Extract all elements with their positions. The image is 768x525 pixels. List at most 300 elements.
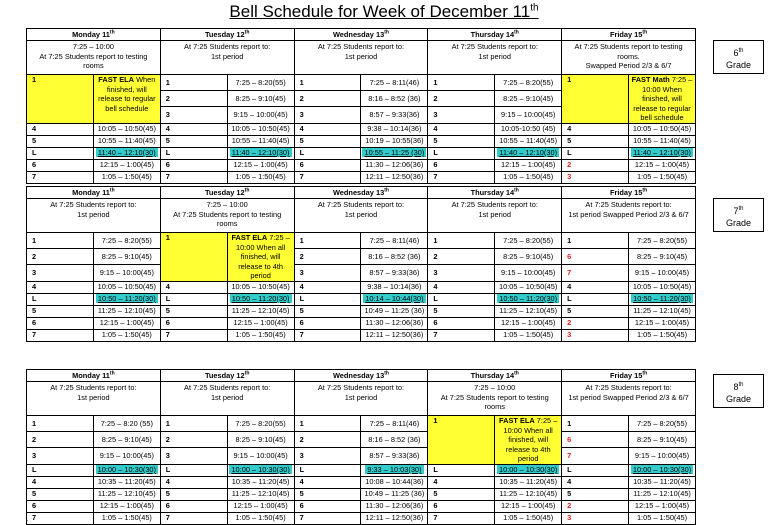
period-time: 7:25 – 8:20(55)	[93, 233, 160, 249]
period-number: 5	[562, 305, 629, 317]
period-time: 11:25 – 12:10(45)	[629, 305, 696, 317]
period-time: 7:25 – 8:20(55)	[495, 233, 562, 249]
schedule-table-grade-7	[26, 186, 696, 342]
period-time: 10:35 – 11:20(45)	[629, 476, 696, 488]
period-time: 12:15 – 1:00(45)	[227, 500, 294, 512]
period-time: 10:05 – 10:50(45)	[629, 281, 696, 293]
period-number: 4	[160, 281, 227, 293]
period-time: 1:05 – 1:50(45)	[93, 171, 160, 183]
report-info	[294, 382, 428, 416]
period-time	[361, 293, 428, 305]
day-header	[27, 187, 161, 199]
period-time: 9:15 – 10:00(45)	[495, 107, 562, 123]
period-number: 4	[27, 476, 94, 488]
period-number: 5	[294, 488, 361, 500]
grade-label-box	[713, 374, 764, 408]
period-number: 1	[562, 233, 629, 249]
period-time: 8:25 – 9:10(45)	[495, 249, 562, 265]
period-time: 8:25 – 9:10(45)	[93, 249, 160, 265]
period-time: 10:08 – 10:44(36)	[361, 476, 428, 488]
period-time: 10:49 – 11:25 (36)	[361, 305, 428, 317]
day-ordinal: th	[384, 29, 389, 36]
period-time	[93, 464, 160, 476]
period-number: 4	[294, 123, 361, 135]
day-header	[562, 29, 696, 41]
period-time	[495, 147, 562, 159]
period-time: 8:16 – 8:52 (36)	[361, 432, 428, 448]
period-number: 7	[160, 329, 227, 341]
period-time: 11:25 – 12:10(45)	[495, 488, 562, 500]
report-info-line: At 7:25 Students report to testing rooms.	[574, 42, 683, 61]
period-number: 5	[294, 305, 361, 317]
period-number: 1	[160, 416, 227, 432]
grade-label: Grade	[725, 60, 751, 70]
period-number: 1	[27, 75, 94, 124]
period-number: 5	[27, 305, 94, 317]
report-info	[428, 199, 562, 233]
report-info-line: 1st period	[210, 392, 244, 402]
day-name: Monday 11	[72, 29, 110, 39]
day-header	[294, 187, 428, 199]
period-number: 3	[428, 107, 495, 123]
period-number: 2	[160, 432, 227, 448]
period-time: 8:25 – 9:10(45)	[629, 249, 696, 265]
period-row	[27, 123, 696, 135]
report-info-line: At 7:25 Students report to testing rooms	[39, 51, 148, 70]
period-row	[27, 464, 696, 476]
lunch-time: 10:00 – 10:30(30)	[231, 465, 290, 474]
grade-number: 6	[733, 48, 739, 58]
period-row	[27, 512, 696, 524]
period-time: 9:15 – 10:00(45)	[93, 265, 160, 281]
lunch-time: 10:00 – 10:30(30)	[97, 465, 157, 474]
period-number: 2	[562, 159, 629, 171]
day-ordinal: th	[244, 370, 250, 377]
period-time: 10:35 – 11:20(45)	[227, 476, 294, 488]
period-time: 12:15 – 1:00(45)	[227, 159, 294, 171]
period-number: 7	[27, 512, 94, 524]
period-time: 10:55 – 11:40(45)	[93, 135, 160, 147]
report-info-line: 1st period	[77, 209, 110, 219]
report-info-row	[27, 382, 696, 416]
day-ordinal: th	[109, 29, 115, 36]
day-header	[294, 29, 428, 41]
period-time: 9:15 – 10:00(45)	[227, 107, 294, 123]
period-time: 11:25 – 12:10(45)	[227, 488, 294, 500]
period-time: 11:25 – 12:10(45)	[93, 488, 160, 500]
period-number: 7	[428, 512, 495, 524]
period-time: 1:05 – 1:50(45)	[495, 512, 562, 524]
period-time: 1:05 – 1:50(45)	[227, 329, 294, 341]
report-info	[160, 199, 294, 233]
report-info-row	[27, 41, 696, 75]
period-number: 6	[562, 432, 629, 448]
page-title	[0, 2, 768, 22]
period-number: 3	[27, 448, 94, 464]
period-row	[27, 147, 696, 159]
period-number: L	[294, 293, 361, 305]
report-info-line: 7:25 – 10:00	[474, 383, 516, 392]
period-time	[629, 293, 696, 305]
period-time	[361, 464, 428, 476]
report-info-line: At 7:25 Students report to:	[317, 200, 405, 209]
lunch-time: 9:33 – 10:03(30)	[367, 465, 422, 474]
report-info-line: 1st period	[344, 392, 378, 402]
period-number: 7	[294, 512, 361, 524]
day-ordinal: th	[109, 187, 115, 194]
period-number: 4	[562, 476, 629, 488]
report-info-line: At 7:25 Students report to:	[317, 383, 405, 392]
period-number: 1	[294, 416, 361, 432]
period-time: 1:05 – 1:50(45)	[629, 171, 696, 183]
period-time: 11:25 – 12:10(45)	[629, 488, 696, 500]
period-time: 11:30 – 12:06(36)	[361, 317, 428, 329]
day-header-row	[27, 187, 696, 199]
day-name: Monday 11	[72, 187, 110, 197]
period-number: 2	[562, 317, 629, 329]
period-row	[27, 329, 696, 341]
period-time: 12:11 – 12:50(36)	[361, 329, 428, 341]
day-name: Thursday 14	[470, 29, 515, 39]
test-note-title: FAST ELA	[231, 233, 268, 242]
day-ordinal: th	[514, 370, 519, 377]
report-info-line: 1st period	[344, 209, 378, 219]
period-number: L	[160, 147, 227, 159]
period-number: L	[160, 293, 227, 305]
day-header	[27, 29, 161, 41]
period-number: L	[160, 464, 227, 476]
period-number: L	[294, 147, 361, 159]
period-time	[227, 464, 294, 476]
period-number: 3	[428, 265, 495, 281]
period-time: 8:16 – 8:52 (36)	[361, 91, 428, 107]
period-number: 4	[294, 281, 361, 293]
day-name: Monday 11	[72, 370, 110, 380]
period-time: 1:05 – 1:50(45)	[93, 512, 160, 524]
period-time: 12:15 – 1:00(45)	[629, 317, 696, 329]
report-info-line: At 7:25 Students report to:	[585, 383, 672, 392]
period-time: 7:25 – 8:11(46)	[361, 75, 428, 91]
test-note-title: FAST ELA	[98, 75, 135, 84]
day-name: Friday 15	[609, 29, 643, 39]
period-number: 7	[27, 329, 94, 341]
report-info-line: At 7:25 Students report to:	[50, 383, 137, 392]
lunch-time: 10:14 – 10:44(30)	[365, 294, 424, 303]
grade-label: Grade	[725, 394, 751, 404]
period-number: 4	[27, 281, 94, 293]
report-info-line: 1st period Swapped Period 2/3 & 6/7	[568, 392, 689, 402]
report-info-line: At 7:25 Students report to:	[184, 383, 271, 392]
lunch-time: 10:50 – 11:20(30)	[499, 294, 558, 303]
report-info	[160, 41, 294, 75]
period-row	[27, 265, 696, 281]
test-note-title: FAST Math	[631, 75, 670, 84]
period-time	[93, 293, 160, 305]
period-time: 12:15 – 1:00(45)	[495, 159, 562, 171]
period-time: 10:19 – 10:55(36)	[361, 135, 428, 147]
day-name: Wednesday 13	[332, 187, 385, 197]
period-number: 5	[27, 488, 94, 500]
report-info-line: Swapped Period 2/3 & 6/7	[585, 61, 672, 70]
period-row	[27, 159, 696, 171]
period-row	[27, 293, 696, 305]
period-time: 12:15 – 1:00(45)	[629, 500, 696, 512]
day-ordinal: th	[642, 29, 648, 36]
report-info-line: 1st period	[478, 209, 511, 219]
period-time: 9:38 – 10:14(36)	[361, 281, 428, 293]
period-number: L	[294, 464, 361, 476]
report-info	[27, 41, 161, 75]
test-note	[629, 75, 696, 124]
period-number: 5	[27, 135, 94, 147]
period-time: 1:05 – 1:50(45)	[629, 329, 696, 341]
day-ordinal: th	[384, 187, 389, 194]
period-time: 8:25 – 9:10(45)	[227, 91, 294, 107]
period-time: 1:05 – 1:50(45)	[227, 512, 294, 524]
day-name: Thursday 14	[470, 370, 515, 380]
period-number: 1	[562, 75, 629, 124]
test-note	[93, 75, 160, 124]
grade-number: 7	[733, 206, 739, 216]
period-time: 11:25 – 12:10(45)	[495, 305, 562, 317]
grade-ordinal: th	[738, 48, 744, 54]
period-time: 12:15 – 1:00(45)	[495, 317, 562, 329]
period-row	[27, 432, 696, 448]
period-number: 1	[428, 416, 495, 465]
page-title-sup: th	[530, 2, 539, 14]
period-number: 2	[294, 249, 361, 265]
period-number: 1	[27, 416, 94, 432]
day-header-row	[27, 29, 696, 41]
period-time: 8:57 – 9:33(36)	[361, 265, 428, 281]
grade-label-box	[713, 198, 764, 232]
test-note-text: 7:25 – 10:00 When finished, will release to regular bell schedule	[633, 75, 693, 122]
lunch-time: 10:00 – 10:30(30)	[499, 465, 558, 474]
report-info-line: At 7:25 Students report to:	[451, 42, 538, 51]
page-title-text: Bell Schedule for Week of December 11	[229, 2, 531, 21]
day-ordinal: th	[384, 370, 389, 377]
period-time: 1:05 – 1:50(45)	[495, 171, 562, 183]
period-time: 10:55 – 11:40(45)	[629, 135, 696, 147]
period-time: 10:35 – 11:20(45)	[495, 476, 562, 488]
day-name: Wednesday 13	[332, 370, 385, 380]
period-number: 5	[428, 488, 495, 500]
period-time: 7:25 – 8:20(55)	[495, 75, 562, 91]
period-time: 10:05 – 10:50(45)	[227, 123, 294, 135]
period-number: 6	[294, 500, 361, 512]
day-header	[27, 370, 161, 382]
period-time: 10:55 – 11:40(45)	[227, 135, 294, 147]
day-header	[160, 29, 294, 41]
period-row	[27, 135, 696, 147]
period-time: 10:05 – 10:50(45)	[629, 123, 696, 135]
period-time: 11:30 – 12:06(36)	[361, 500, 428, 512]
period-time: 12:15 – 1:00(45)	[93, 159, 160, 171]
period-time: 9:15 – 10:00(45)	[629, 265, 696, 281]
period-time: 8:57 – 9:33(36)	[361, 107, 428, 123]
period-time: 1:05 – 1:50(45)	[227, 171, 294, 183]
report-info-line: 7:25 – 10:00	[72, 42, 114, 51]
period-number: 6	[160, 317, 227, 329]
period-time: 8:25 – 9:10(45)	[495, 91, 562, 107]
period-number: 7	[428, 171, 495, 183]
day-header	[160, 370, 294, 382]
period-number: 6	[27, 159, 94, 171]
period-time	[629, 464, 696, 476]
report-info	[27, 382, 161, 416]
day-header	[428, 29, 562, 41]
period-number: 5	[160, 135, 227, 147]
lunch-time: 10:00 – 10:30(30)	[632, 465, 692, 474]
period-number: L	[562, 293, 629, 305]
period-number: 2	[294, 91, 361, 107]
period-row	[27, 488, 696, 500]
day-ordinal: th	[642, 370, 648, 377]
test-note	[227, 233, 294, 282]
period-number: 1	[160, 233, 227, 282]
period-number: 2	[562, 500, 629, 512]
period-time	[361, 147, 428, 159]
report-info	[428, 41, 562, 75]
grade-ordinal: th	[738, 382, 744, 388]
period-number: 7	[562, 448, 629, 464]
period-number: L	[428, 147, 495, 159]
period-number: 1	[294, 75, 361, 91]
lunch-time: 10:50 – 11:20(30)	[633, 294, 691, 303]
period-number: 5	[160, 488, 227, 500]
period-time: 12:15 – 1:00(45)	[495, 500, 562, 512]
period-time: 9:15 – 10:00(45)	[629, 448, 696, 464]
period-row	[27, 281, 696, 293]
period-time: 7:25 – 8:20(55)	[227, 416, 294, 432]
period-row	[27, 476, 696, 488]
test-note-title: FAST ELA	[499, 416, 535, 425]
period-time: 12:11 – 12:50(36)	[361, 171, 428, 183]
lunch-time: 10:50 – 11:20(30)	[231, 294, 290, 303]
test-note	[495, 416, 562, 465]
period-row	[27, 416, 696, 432]
test-note-text: 7:25 – 10:00 When all finished, will release to 4th period	[235, 233, 290, 280]
period-number: 2	[27, 432, 94, 448]
period-time	[93, 147, 160, 159]
period-number: 2	[160, 91, 227, 107]
report-info-line: At 7:25 Students report to:	[451, 200, 538, 209]
period-number: 1	[428, 233, 495, 249]
period-time: 7:25 – 8:20 (55)	[93, 416, 160, 432]
report-info-line: At 7:25 Students report to testing rooms	[440, 392, 549, 411]
period-number: 1	[160, 75, 227, 91]
report-info-line: At 7:25 Students report to:	[585, 200, 672, 209]
lunch-time: 11:40 – 12:10(30)	[633, 148, 691, 157]
period-number: L	[27, 293, 94, 305]
period-row	[27, 171, 696, 183]
report-info	[160, 382, 294, 416]
period-time: 9:15 – 10:00(45)	[227, 448, 294, 464]
day-ordinal: th	[514, 187, 519, 194]
period-number: 6	[160, 159, 227, 171]
period-number: 1	[562, 416, 629, 432]
day-header-row	[27, 370, 696, 382]
period-number: 7	[27, 171, 94, 183]
period-time	[629, 147, 696, 159]
lunch-time: 10:55 – 11:25 (30)	[364, 148, 425, 157]
day-ordinal: th	[109, 370, 115, 377]
period-time: 8:16 – 8:52 (36)	[361, 249, 428, 265]
period-time: 12:15 – 1:00(45)	[227, 317, 294, 329]
period-time: 1:05 – 1:50(45)	[629, 512, 696, 524]
period-time: 9:15 – 10:00(45)	[93, 448, 160, 464]
period-row	[27, 448, 696, 464]
period-number: 4	[27, 123, 94, 135]
period-number: 6	[428, 317, 495, 329]
lunch-time: 11:40 – 12:10(30)	[97, 148, 156, 157]
period-time: 12:11 – 12:50(36)	[361, 512, 428, 524]
period-time: 10:05 – 10:50(45)	[227, 281, 294, 293]
report-info-line: At 7:25 Students report to testing rooms	[173, 209, 282, 228]
report-info	[562, 382, 696, 416]
period-number: 4	[428, 123, 495, 135]
period-number: 7	[294, 329, 361, 341]
report-info-line: 7:25 – 10:00	[206, 200, 248, 209]
period-number: 1	[294, 233, 361, 249]
period-number: 6	[160, 500, 227, 512]
period-time: 10:05 – 10:50(45)	[93, 281, 160, 293]
period-number: 3	[294, 107, 361, 123]
period-row	[27, 233, 696, 249]
period-time: 7:25 – 8:11(46)	[361, 233, 428, 249]
period-time	[495, 293, 562, 305]
report-info-line: 1st period	[478, 51, 511, 61]
period-number: L	[27, 147, 94, 159]
report-info	[562, 199, 696, 233]
grade-label: Grade	[725, 218, 751, 228]
period-time	[227, 293, 294, 305]
period-time: 7:25 – 8:20(55)	[629, 416, 696, 432]
period-time: 10:05-10:50 (45)	[495, 123, 562, 135]
period-time: 8:25 – 9:10(45)	[227, 432, 294, 448]
period-number: 3	[160, 448, 227, 464]
day-header	[428, 187, 562, 199]
period-time: 11:30 – 12:06(36)	[361, 159, 428, 171]
period-number: 5	[428, 135, 495, 147]
lunch-time: 10:50 – 11:20(30)	[97, 294, 156, 303]
period-number: 6	[27, 317, 94, 329]
period-number: 4	[160, 476, 227, 488]
period-number: 2	[428, 249, 495, 265]
period-number: 4	[160, 123, 227, 135]
period-number: 7	[160, 171, 227, 183]
period-number: 5	[562, 488, 629, 500]
period-time: 8:25 – 9:10(45)	[629, 432, 696, 448]
report-info	[294, 199, 428, 233]
period-number: 4	[428, 476, 495, 488]
day-name: Tuesday 12	[204, 29, 245, 39]
report-info-line: 1st period Swapped Period 2/3 & 6/7	[568, 209, 689, 219]
period-number: 5	[160, 305, 227, 317]
period-number: 5	[294, 135, 361, 147]
period-number: 1	[428, 75, 495, 91]
period-row	[27, 305, 696, 317]
period-row	[27, 75, 696, 91]
lunch-time: 11:40 – 12:10(30)	[231, 148, 290, 157]
report-info	[294, 41, 428, 75]
period-number: 4	[562, 123, 629, 135]
period-row	[27, 317, 696, 329]
period-number: 7	[160, 512, 227, 524]
report-info-line: At 7:25 Students report to:	[50, 200, 137, 209]
schedule-table-grade-6	[26, 28, 696, 184]
period-number: 2	[27, 249, 94, 265]
